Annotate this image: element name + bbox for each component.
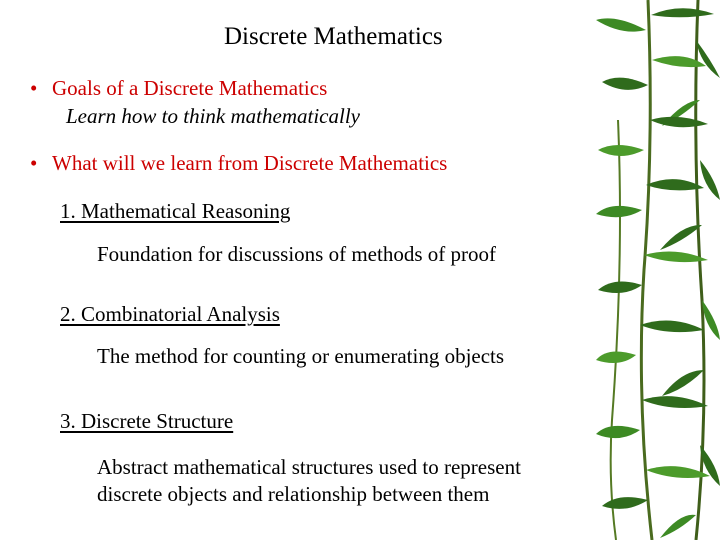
topic-3-description-line-2: discrete objects and relationship between them <box>97 482 490 506</box>
bullet-learn <box>30 150 447 176</box>
topic-2-description: The method for counting or enumerating objects <box>97 344 505 368</box>
bullet-goals-text: Goals of a Discrete Mathematics <box>52 76 328 100</box>
bullet-learn-text: What will we learn from Discrete Mathematics <box>52 151 448 175</box>
topic-1-description: Foundation for discussions of methods of proof <box>97 242 496 266</box>
topic-3-description-line-1: Abstract mathematical structures used to represent <box>97 455 521 479</box>
bullet-goals <box>30 75 327 101</box>
slide-title: Discrete Mathematics <box>224 23 443 50</box>
topic-3-heading: 3. Discrete Structure <box>60 409 234 433</box>
bamboo-leaves-decoration <box>596 0 720 540</box>
bullet-dot-icon: • <box>30 76 38 100</box>
goals-subtext: Learn how to think mathematically <box>66 104 360 128</box>
topic-1-heading: 1. Mathematical Reasoning <box>60 199 291 223</box>
topic-2-heading: 2. Combinatorial Analysis <box>60 302 280 326</box>
bullet-dot-icon: • <box>30 151 38 175</box>
